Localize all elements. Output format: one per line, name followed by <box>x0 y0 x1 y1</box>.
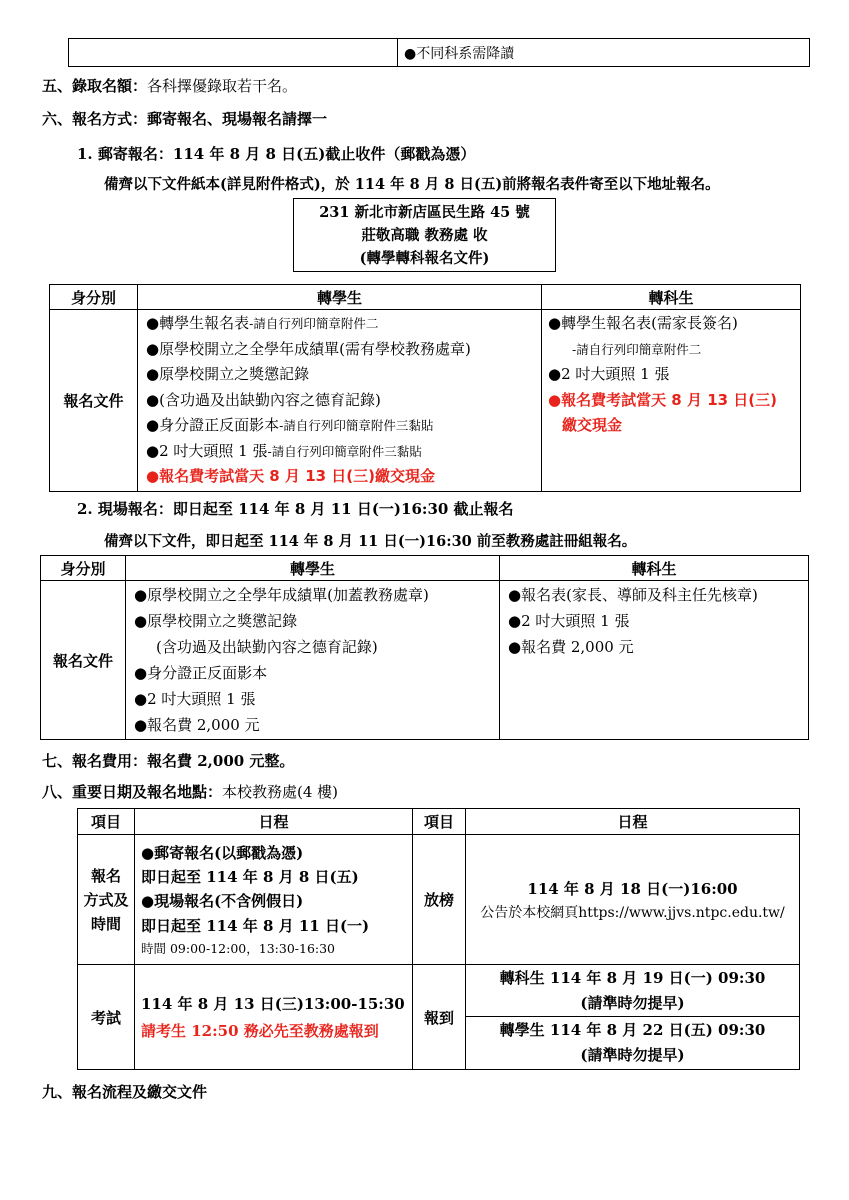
address-line-1: 231 新北市新店區民生路 45 號 <box>319 203 530 221</box>
list-item: ●原學校開立之全學年成績單(加蓋教務處章) <box>134 586 429 604</box>
schedule-row1-announcement: 114 年 8 月 18 日(一)16:00 公告於本校網頁https://www.jjvs.ntpc.edu.tw/ <box>466 835 800 965</box>
list-item: ●轉學生報名表(需家長簽名) <box>548 314 738 332</box>
section5 <box>42 75 297 96</box>
mail-transfer-dept-docs <box>542 310 801 492</box>
section7-heading: 七、報名費用：報名費 2,000 元整。 <box>42 752 295 770</box>
onsite-row-label: 報名文件 <box>41 581 126 740</box>
mail-instruction: 備齊以下文件紙本(詳見附件格式)，於 114 年 8 月 8 日(五)前將報名表件寄至以下地址報名。 <box>104 176 720 193</box>
onsite-header-transfer-school: 轉學生 <box>126 556 500 581</box>
schedule-row1-label2: 放榜 <box>413 835 466 965</box>
list-item: ●報名費 2,000 元 <box>134 716 260 734</box>
list-item: ●(含功過及出缺勤內容之德育記錄) <box>146 390 381 409</box>
schedule-header-item-1: 項目 <box>78 809 135 835</box>
list-item: ●2 吋大頭照 1 張 <box>508 612 630 630</box>
address-box <box>293 198 556 272</box>
schedule-row2-checkin-school: 轉學生 114 年 8 月 22 日(五) 09:30 (請準時勿提早) <box>466 1017 800 1070</box>
list-item: ●原學校開立之全學年成績單(需有學校教務處章) <box>146 339 471 358</box>
onsite-document-table <box>40 555 809 740</box>
top-table-fragment <box>68 38 810 67</box>
mail-header-identity: 身分別 <box>50 285 138 310</box>
schedule-row2-label: 考試 <box>78 965 135 1070</box>
onsite-instruction: 備齊以下文件，即日起至 114 年 8 月 11 日(一)16:30 前至教務處註冊組報名。 <box>104 533 637 550</box>
onsite-title: 2. 現場報名：即日起至 114 年 8 月 11 日(一)16:30 截止報名 <box>77 500 514 518</box>
list-item: ●轉學生報名表-請自行列印簡章附件二 <box>146 314 379 332</box>
schedule-row2-label2: 報到 <box>413 965 466 1070</box>
list-item: ●2 吋大頭照 1 張-請自行列印簡章附件三黏貼 <box>146 441 422 460</box>
list-item: ●報名費 2,000 元 <box>508 638 634 656</box>
list-item: ●身分證正反面影本 <box>134 664 268 682</box>
top-right-cell: ●不同科系需降讀 <box>398 39 810 67</box>
list-item: ●報名費考試當天 8 月 13 日(三) <box>548 390 778 409</box>
list-item: ●報名表(家長、導師及科主任先核章) <box>508 586 758 604</box>
onsite-transfer-dept-docs <box>500 581 809 740</box>
section6-heading: 六、報名方式：郵寄報名、現場報名請擇一 <box>42 110 328 128</box>
section9-heading: 九、報名流程及繳交文件 <box>42 1083 208 1101</box>
onsite-transfer-school-docs <box>126 581 500 740</box>
list-item: ●原學校開立之獎懲記錄 <box>134 612 298 630</box>
section5-heading: 五、錄取名額： <box>42 77 148 95</box>
section8 <box>42 781 338 802</box>
mail-row-label: 報名文件 <box>50 310 138 492</box>
mail-title: 1. 郵寄報名：114 年 8 月 8 日(五)截止收件（郵戳為憑） <box>77 145 476 163</box>
list-item: ●2 吋大頭照 1 張 <box>548 365 670 383</box>
onsite-header-identity: 身分別 <box>41 556 126 581</box>
section8-heading: 八、重要日期及報名地點： <box>42 783 223 801</box>
schedule-row2-exam: 114 年 8 月 13 日(三)13:00-15:30 請考生 12:50 務必先至教務處報到 <box>135 965 413 1070</box>
schedule-row2-checkin-dept: 轉科生 114 年 8 月 19 日(一) 09:30 (請準時勿提早) <box>466 965 800 1017</box>
onsite-header-transfer-dept: 轉科生 <box>500 556 809 581</box>
schedule-header-schedule-2: 日程 <box>466 809 800 835</box>
schedule-row1-registration: ●郵寄報名(以郵戳為憑) 即日起至 114 年 8 月 8 日(五) ●現場報名(不含例假日) 即日起至 114 年 8 月 11 日(一) 時間 09:00-12:00，13:30-16:30 <box>135 835 413 965</box>
address-line-3: (轉學轉科報名文件) <box>359 249 490 267</box>
list-item: (含功過及出缺勤內容之德育記錄) <box>156 638 378 656</box>
list-item: ●報名費考試當天 8 月 13 日(三)繳交現金 <box>146 467 436 485</box>
list-item: ●2 吋大頭照 1 張 <box>134 690 256 708</box>
address-line-2: 莊敬高職 教務處 收 <box>361 226 488 244</box>
schedule-header-schedule-1: 日程 <box>135 809 413 835</box>
schedule-row1-label: 報名 方式及 時間 <box>78 835 135 965</box>
section5-text: 各科擇優錄取若干名。 <box>147 77 298 95</box>
mail-header-transfer-dept: 轉科生 <box>542 285 801 310</box>
list-item: ●身分證正反面影本-請自行列印簡章附件三黏貼 <box>146 416 434 434</box>
mail-document-table <box>49 284 801 492</box>
mail-transfer-school-docs <box>138 310 542 492</box>
list-item: ●原學校開立之獎懲記錄 <box>146 365 310 383</box>
top-left-cell <box>69 39 398 67</box>
mail-header-transfer-school: 轉學生 <box>138 285 542 310</box>
list-item: -請自行列印簡章附件二 <box>572 341 702 357</box>
list-item: 繳交現金 <box>562 416 623 434</box>
schedule-table <box>77 808 800 1070</box>
schedule-header-item-2: 項目 <box>413 809 466 835</box>
section8-location: 本校教務處(4 樓) <box>222 783 339 801</box>
